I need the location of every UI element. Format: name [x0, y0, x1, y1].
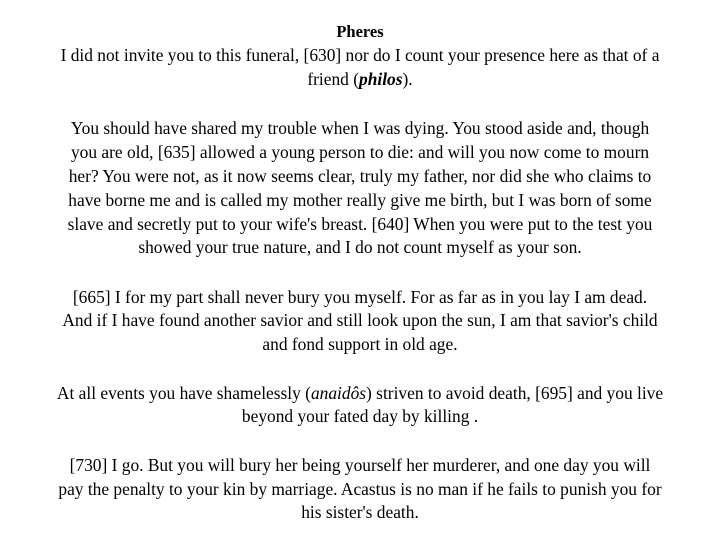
paragraph-3-line-2: And if I have found another savior and still look upon the sun, I am that savior's child [62, 310, 658, 330]
text-run: friend ( [307, 69, 360, 89]
paragraph-5-line-1: [730] I go. But you will bury her being yourself her murderer, and one day you will [69, 455, 651, 475]
text-run: ) striven to avoid death, [695] and you live [366, 383, 664, 403]
text-run: At all events you have shamelessly ( [56, 383, 311, 403]
paragraph-2-line-4: have borne me and is called my mother really give me birth, but I was born of some [68, 190, 652, 210]
paragraph-5-line-3: his sister's death. [301, 502, 419, 522]
speaker-heading: Pheres [336, 22, 384, 41]
paragraph-2-line-6: showed your true nature, and I do not count myself as your son. [138, 237, 582, 257]
paragraph-3-line-1: [665] I for my part shall never bury you myself. For as far as in you lay I am dead. [72, 287, 648, 307]
paragraph-3-line-3: and fond support in old age. [262, 334, 458, 354]
paragraph-4-line-1 [0, 381, 720, 405]
greek-term-anaidos: anaidôs [310, 383, 367, 403]
paragraph-2-line-2: you are old, [635] allowed a young person to die: and will you now come to mourn [70, 142, 650, 162]
paragraph-2-line-5: slave and secretly put to your wife's breast. [640] When you were put to the test you [67, 214, 653, 234]
greek-term-philos: philos [359, 69, 403, 89]
paragraph-5-line-2: pay the penalty to your kin by marriage. Acastus is no man if he fails to punish you for [58, 479, 662, 499]
paragraph-4-line-2: beyond your fated day by killing . [241, 406, 479, 426]
paragraph-2-line-1: You should have shared my trouble when I was dying. You stood aside and, though [70, 118, 650, 138]
paragraph-1-line-1: I did not invite you to this funeral, [630] nor do I count your presence here as that of a [60, 45, 660, 65]
paragraph-2-line-3: her? You were not, as it now seems clear, truly my father, nor did she who claims to [68, 166, 652, 186]
text-run: ). [402, 69, 413, 89]
paragraph-1-line-2 [0, 67, 720, 91]
